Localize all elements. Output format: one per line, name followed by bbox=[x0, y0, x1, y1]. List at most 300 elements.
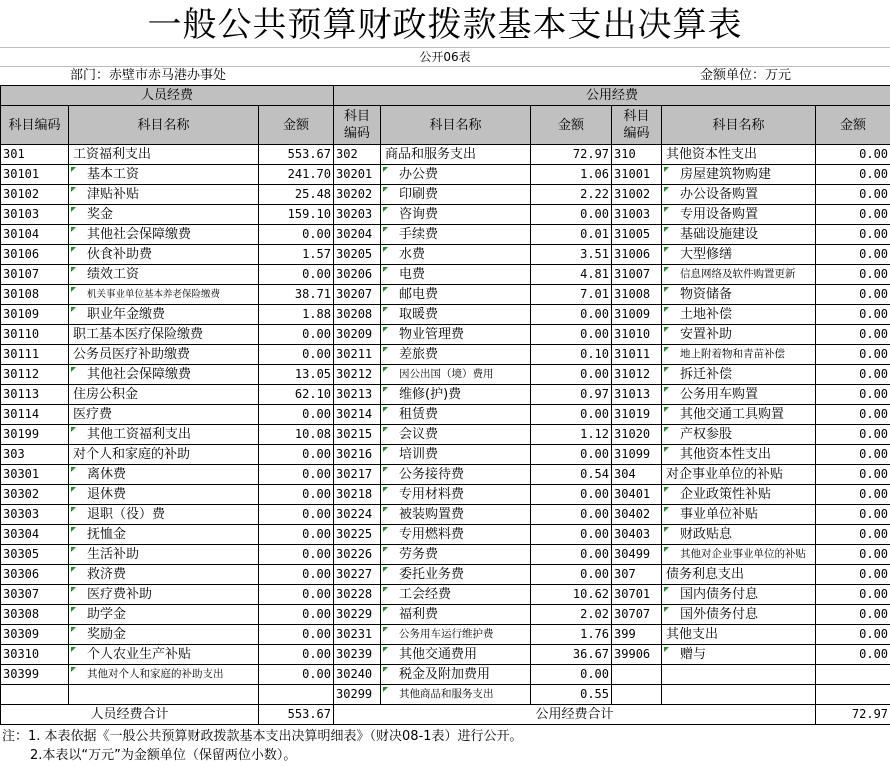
item-name: 其他社会保障缴费 bbox=[69, 225, 259, 245]
group-header-public: 公用经费 bbox=[334, 86, 890, 106]
table-row bbox=[1, 685, 890, 705]
item-name: 国内债务付息 bbox=[662, 585, 816, 605]
table-row bbox=[1, 485, 890, 505]
item-name: 房屋建筑物购建 bbox=[662, 165, 816, 185]
item-code: 30240 bbox=[334, 665, 381, 685]
item-code: 30229 bbox=[334, 605, 381, 625]
item-name: 地上附着物和青苗补偿 bbox=[662, 345, 816, 365]
item-name: 国外债务付息 bbox=[662, 605, 816, 625]
item-code: 30301 bbox=[1, 465, 69, 485]
item-name: 办公费 bbox=[381, 165, 531, 185]
item-code: 30106 bbox=[1, 245, 69, 265]
item-code: 30707 bbox=[612, 605, 662, 625]
item-name: 赠与 bbox=[662, 645, 816, 665]
item-amount: 0.00 bbox=[816, 485, 890, 505]
item-code: 30224 bbox=[334, 505, 381, 525]
item-code: 30104 bbox=[1, 225, 69, 245]
item-amount: 0.00 bbox=[816, 545, 890, 565]
item-code: 30103 bbox=[1, 205, 69, 225]
item-amount: 0.00 bbox=[259, 585, 334, 605]
item-name: 物业管理费 bbox=[381, 325, 531, 345]
item-amount: 0.00 bbox=[816, 645, 890, 665]
item-name: 医疗费补助 bbox=[69, 585, 259, 605]
item-name: 办公设备购置 bbox=[662, 185, 816, 205]
col-header-amount: 金额 bbox=[816, 106, 890, 145]
item-code: 30213 bbox=[334, 385, 381, 405]
item-code: 31001 bbox=[612, 165, 662, 185]
item-code: 30307 bbox=[1, 585, 69, 605]
item-amount: 1.76 bbox=[531, 625, 612, 645]
item-amount: 0.00 bbox=[816, 605, 890, 625]
table-row bbox=[1, 285, 890, 305]
item-amount: 0.00 bbox=[816, 365, 890, 385]
item-code: 31020 bbox=[612, 425, 662, 445]
table-row bbox=[1, 345, 890, 365]
item-amount: 0.00 bbox=[531, 305, 612, 325]
item-amount bbox=[816, 665, 890, 685]
item-amount: 38.71 bbox=[259, 285, 334, 305]
item-code: 399 bbox=[612, 625, 662, 645]
item-code: 30212 bbox=[334, 365, 381, 385]
item-code: 30399 bbox=[1, 665, 69, 685]
item-amount: 0.00 bbox=[816, 145, 890, 165]
item-amount: 0.00 bbox=[259, 565, 334, 585]
item-name: 租赁费 bbox=[381, 405, 531, 425]
item-code: 30112 bbox=[1, 365, 69, 385]
item-amount: 241.70 bbox=[259, 165, 334, 185]
item-name: 专用燃料费 bbox=[381, 525, 531, 545]
item-code: 30308 bbox=[1, 605, 69, 625]
item-amount: 62.10 bbox=[259, 385, 334, 405]
public-total-amount: 72.97 bbox=[816, 705, 890, 725]
item-code: 30209 bbox=[334, 325, 381, 345]
item-name: 公务用车运行维护费 bbox=[381, 625, 531, 645]
item-name: 财政贴息 bbox=[662, 525, 816, 545]
table-row bbox=[1, 565, 890, 585]
item-code: 30107 bbox=[1, 265, 69, 285]
item-amount: 0.00 bbox=[531, 205, 612, 225]
item-code: 307 bbox=[612, 565, 662, 585]
item-name: 基础设施建设 bbox=[662, 225, 816, 245]
item-code: 31099 bbox=[612, 445, 662, 465]
item-code: 30207 bbox=[334, 285, 381, 305]
item-name: 企业政策性补贴 bbox=[662, 485, 816, 505]
item-code: 30113 bbox=[1, 385, 69, 405]
item-amount: 0.00 bbox=[816, 265, 890, 285]
item-amount: 0.00 bbox=[816, 405, 890, 425]
item-code: 30218 bbox=[334, 485, 381, 505]
item-code: 30114 bbox=[1, 405, 69, 425]
item-code: 30216 bbox=[334, 445, 381, 465]
item-code: 31012 bbox=[612, 365, 662, 385]
item-amount: 0.00 bbox=[259, 325, 334, 345]
item-code: 30306 bbox=[1, 565, 69, 585]
item-name: 事业单位补贴 bbox=[662, 505, 816, 525]
item-name: 商品和服务支出 bbox=[381, 145, 531, 165]
item-code: 31006 bbox=[612, 245, 662, 265]
col-header-name: 科目名称 bbox=[381, 106, 531, 145]
item-name: 离休费 bbox=[69, 465, 259, 485]
table-row bbox=[1, 225, 890, 245]
item-amount: 0.00 bbox=[531, 545, 612, 565]
item-name: 安置补助 bbox=[662, 325, 816, 345]
item-code: 31010 bbox=[612, 325, 662, 345]
item-name: 医疗费 bbox=[69, 405, 259, 425]
item-amount: 0.00 bbox=[816, 225, 890, 245]
item-code: 30101 bbox=[1, 165, 69, 185]
item-name: 其他资本性支出 bbox=[662, 145, 816, 165]
item-amount: 0.00 bbox=[259, 605, 334, 625]
table-row bbox=[1, 185, 890, 205]
item-code: 30199 bbox=[1, 425, 69, 445]
item-code: 31011 bbox=[612, 345, 662, 365]
item-name: 工资福利支出 bbox=[69, 145, 259, 165]
item-code: 31005 bbox=[612, 225, 662, 245]
item-name: 公务用车购置 bbox=[662, 385, 816, 405]
item-name: 基本工资 bbox=[69, 165, 259, 185]
item-code: 303 bbox=[1, 445, 69, 465]
item-name: 咨询费 bbox=[381, 205, 531, 225]
item-amount: 553.67 bbox=[259, 145, 334, 165]
item-name: 劳务费 bbox=[381, 545, 531, 565]
note-2: 2.本表以“万元”为金额单位（保留两位小数）。 bbox=[30, 748, 297, 763]
item-amount: 0.00 bbox=[259, 645, 334, 665]
item-amount: 0.00 bbox=[816, 325, 890, 345]
item-amount: 0.00 bbox=[531, 405, 612, 425]
item-name: 公务接待费 bbox=[381, 465, 531, 485]
item-name: 伙食补助费 bbox=[69, 245, 259, 265]
col-header-name: 科目名称 bbox=[69, 106, 259, 145]
item-code: 30403 bbox=[612, 525, 662, 545]
item-name: 退职（役）费 bbox=[69, 505, 259, 525]
item-name: 债务利息支出 bbox=[662, 565, 816, 585]
item-amount: 0.00 bbox=[816, 345, 890, 365]
item-name: 产权参股 bbox=[662, 425, 816, 445]
item-name: 绩效工资 bbox=[69, 265, 259, 285]
item-amount: 4.81 bbox=[531, 265, 612, 285]
item-name: 其他对企业事业单位的补贴 bbox=[662, 545, 816, 565]
item-code: 30402 bbox=[612, 505, 662, 525]
item-code: 30201 bbox=[334, 165, 381, 185]
item-amount: 1.12 bbox=[531, 425, 612, 445]
item-amount: 0.00 bbox=[259, 265, 334, 285]
item-code: 30499 bbox=[612, 545, 662, 565]
item-amount: 2.22 bbox=[531, 185, 612, 205]
item-amount: 0.00 bbox=[816, 425, 890, 445]
item-code: 31019 bbox=[612, 405, 662, 425]
table-number: 公开06表 bbox=[0, 47, 890, 67]
item-code: 30231 bbox=[334, 625, 381, 645]
item-amount: 0.00 bbox=[816, 525, 890, 545]
public-total-label: 公用经费合计 bbox=[334, 705, 816, 725]
item-code bbox=[612, 685, 662, 705]
item-code: 31013 bbox=[612, 385, 662, 405]
item-amount: 0.97 bbox=[531, 385, 612, 405]
item-amount: 72.97 bbox=[531, 145, 612, 165]
item-code: 310 bbox=[612, 145, 662, 165]
table-row bbox=[1, 545, 890, 565]
col-header-name: 科目名称 bbox=[662, 106, 816, 145]
item-amount: 10.08 bbox=[259, 425, 334, 445]
item-name: 其他商品和服务支出 bbox=[381, 685, 531, 705]
item-name: 职工基本医疗保险缴费 bbox=[69, 325, 259, 345]
item-amount: 36.67 bbox=[531, 645, 612, 665]
item-name: 会议费 bbox=[381, 425, 531, 445]
item-amount: 7.01 bbox=[531, 285, 612, 305]
item-name: 津贴补贴 bbox=[69, 185, 259, 205]
item-amount: 0.00 bbox=[816, 165, 890, 185]
item-name: 拆迁补偿 bbox=[662, 365, 816, 385]
item-amount: 0.00 bbox=[531, 525, 612, 545]
item-amount: 0.00 bbox=[816, 205, 890, 225]
col-header-amount: 金额 bbox=[531, 106, 612, 145]
item-code: 31009 bbox=[612, 305, 662, 325]
item-name: 公务员医疗补助缴费 bbox=[69, 345, 259, 365]
table-row bbox=[1, 165, 890, 185]
item-code: 30303 bbox=[1, 505, 69, 525]
item-name: 手续费 bbox=[381, 225, 531, 245]
col-header-code: 科目编码 bbox=[1, 106, 69, 145]
item-name: 福利费 bbox=[381, 605, 531, 625]
item-code: 30208 bbox=[334, 305, 381, 325]
item-code: 30109 bbox=[1, 305, 69, 325]
item-amount: 0.55 bbox=[531, 685, 612, 705]
item-code: 30309 bbox=[1, 625, 69, 645]
table-row bbox=[1, 325, 890, 345]
item-amount: 25.48 bbox=[259, 185, 334, 205]
item-code: 30304 bbox=[1, 525, 69, 545]
item-code: 39906 bbox=[612, 645, 662, 665]
personnel-total-label: 人员经费合计 bbox=[1, 705, 259, 725]
item-amount: 159.10 bbox=[259, 205, 334, 225]
table-row bbox=[1, 305, 890, 325]
item-code: 30225 bbox=[334, 525, 381, 545]
table-row bbox=[1, 525, 890, 545]
item-name: 税金及附加费用 bbox=[381, 665, 531, 685]
item-amount: 0.00 bbox=[259, 625, 334, 645]
item-amount: 0.00 bbox=[259, 225, 334, 245]
item-amount: 2.02 bbox=[531, 605, 612, 625]
expenditure-table bbox=[0, 85, 890, 725]
item-code: 30299 bbox=[334, 685, 381, 705]
item-name: 信息网络及软件购置更新 bbox=[662, 265, 816, 285]
item-amount: 0.00 bbox=[816, 385, 890, 405]
item-amount: 0.00 bbox=[259, 505, 334, 525]
item-name: 被装购置费 bbox=[381, 505, 531, 525]
item-name: 水费 bbox=[381, 245, 531, 265]
item-name: 职业年金缴费 bbox=[69, 305, 259, 325]
item-amount bbox=[259, 685, 334, 705]
item-code: 30302 bbox=[1, 485, 69, 505]
item-code: 30203 bbox=[334, 205, 381, 225]
table-row bbox=[1, 385, 890, 405]
item-amount: 1.06 bbox=[531, 165, 612, 185]
item-name: 大型修缮 bbox=[662, 245, 816, 265]
item-code: 30202 bbox=[334, 185, 381, 205]
item-amount: 0.01 bbox=[531, 225, 612, 245]
item-name: 电费 bbox=[381, 265, 531, 285]
item-amount: 0.00 bbox=[531, 365, 612, 385]
group-header-personnel: 人员经费 bbox=[1, 86, 334, 106]
item-amount: 0.00 bbox=[531, 565, 612, 585]
item-name: 退休费 bbox=[69, 485, 259, 505]
item-name: 生活补助 bbox=[69, 545, 259, 565]
item-name: 专用设备购置 bbox=[662, 205, 816, 225]
table-row bbox=[1, 425, 890, 445]
item-name: 机关事业单位基本养老保险缴费 bbox=[69, 285, 259, 305]
item-code: 30211 bbox=[334, 345, 381, 365]
item-amount: 0.00 bbox=[816, 625, 890, 645]
item-name: 委托业务费 bbox=[381, 565, 531, 585]
item-name: 培训费 bbox=[381, 445, 531, 465]
item-name: 专用材料费 bbox=[381, 485, 531, 505]
unit-label: 金额单位：万元 bbox=[700, 68, 792, 83]
item-amount: 0.00 bbox=[259, 665, 334, 685]
item-amount: 0.00 bbox=[259, 445, 334, 465]
item-code: 31008 bbox=[612, 285, 662, 305]
item-amount: 13.05 bbox=[259, 365, 334, 385]
item-name: 对企事业单位的补贴 bbox=[662, 465, 816, 485]
item-code: 30310 bbox=[1, 645, 69, 665]
table-row bbox=[1, 585, 890, 605]
table-row bbox=[1, 625, 890, 645]
item-code: 30102 bbox=[1, 185, 69, 205]
item-code: 304 bbox=[612, 465, 662, 485]
item-amount: 1.88 bbox=[259, 305, 334, 325]
item-name: 工会经费 bbox=[381, 585, 531, 605]
item-name: 其他工资福利支出 bbox=[69, 425, 259, 445]
item-amount: 0.00 bbox=[816, 185, 890, 205]
department-label: 部门：赤壁市赤马港办事处 bbox=[70, 68, 227, 83]
item-name bbox=[69, 685, 259, 705]
item-amount: 3.51 bbox=[531, 245, 612, 265]
item-amount: 0.00 bbox=[259, 465, 334, 485]
table-row bbox=[1, 645, 890, 665]
item-code: 30226 bbox=[334, 545, 381, 565]
table-row bbox=[1, 665, 890, 685]
item-amount: 0.00 bbox=[816, 245, 890, 265]
item-amount: 0.00 bbox=[531, 505, 612, 525]
item-amount: 0.00 bbox=[816, 285, 890, 305]
item-amount: 0.00 bbox=[816, 465, 890, 485]
table-row bbox=[1, 405, 890, 425]
item-amount: 0.00 bbox=[531, 445, 612, 465]
item-name: 抚恤金 bbox=[69, 525, 259, 545]
item-name: 邮电费 bbox=[381, 285, 531, 305]
table-row bbox=[1, 245, 890, 265]
item-code: 30111 bbox=[1, 345, 69, 365]
item-name: 其他交通费用 bbox=[381, 645, 531, 665]
item-code: 30205 bbox=[334, 245, 381, 265]
page-title: 一般公共预算财政拨款基本支出决算表 bbox=[147, 5, 743, 45]
item-code: 30110 bbox=[1, 325, 69, 345]
table-row bbox=[1, 505, 890, 525]
table-row bbox=[1, 145, 890, 165]
item-name: 差旅费 bbox=[381, 345, 531, 365]
item-code: 30217 bbox=[334, 465, 381, 485]
item-amount: 0.00 bbox=[816, 505, 890, 525]
item-amount: 0.00 bbox=[259, 345, 334, 365]
item-name: 其他支出 bbox=[662, 625, 816, 645]
item-name: 其他对个人和家庭的补助支出 bbox=[69, 665, 259, 685]
item-amount: 0.00 bbox=[259, 545, 334, 565]
totals-row bbox=[1, 705, 890, 725]
item-name: 取暖费 bbox=[381, 305, 531, 325]
item-name: 物资储备 bbox=[662, 285, 816, 305]
item-code: 30401 bbox=[612, 485, 662, 505]
item-code bbox=[1, 685, 69, 705]
item-code: 30239 bbox=[334, 645, 381, 665]
table-row bbox=[1, 265, 890, 285]
item-code: 30206 bbox=[334, 265, 381, 285]
item-amount: 0.00 bbox=[816, 445, 890, 465]
item-code: 302 bbox=[334, 145, 381, 165]
item-code: 301 bbox=[1, 145, 69, 165]
item-code: 30204 bbox=[334, 225, 381, 245]
item-code: 30228 bbox=[334, 585, 381, 605]
table-row bbox=[1, 465, 890, 485]
item-name: 因公出国（境）费用 bbox=[381, 365, 531, 385]
item-amount: 10.62 bbox=[531, 585, 612, 605]
table-row bbox=[1, 365, 890, 385]
item-amount: 0.00 bbox=[816, 565, 890, 585]
item-amount: 0.00 bbox=[531, 665, 612, 685]
item-code: 30108 bbox=[1, 285, 69, 305]
item-code: 30701 bbox=[612, 585, 662, 605]
item-name: 奖励金 bbox=[69, 625, 259, 645]
item-name: 土地补偿 bbox=[662, 305, 816, 325]
table-row bbox=[1, 205, 890, 225]
item-name: 其他社会保障缴费 bbox=[69, 365, 259, 385]
item-code: 30214 bbox=[334, 405, 381, 425]
item-name: 其他资本性支出 bbox=[662, 445, 816, 465]
col-header-code: 科目 编码 bbox=[612, 106, 662, 145]
item-name: 助学金 bbox=[69, 605, 259, 625]
item-name: 住房公积金 bbox=[69, 385, 259, 405]
table-row bbox=[1, 445, 890, 465]
item-name: 救济费 bbox=[69, 565, 259, 585]
item-name: 对个人和家庭的补助 bbox=[69, 445, 259, 465]
col-header-code: 科目 编码 bbox=[334, 106, 381, 145]
item-amount: 0.00 bbox=[531, 325, 612, 345]
item-code: 31003 bbox=[612, 205, 662, 225]
item-amount: 0.00 bbox=[259, 405, 334, 425]
item-name bbox=[662, 665, 816, 685]
item-amount: 1.57 bbox=[259, 245, 334, 265]
item-name bbox=[662, 685, 816, 705]
col-header-amount: 金额 bbox=[259, 106, 334, 145]
item-name: 奖金 bbox=[69, 205, 259, 225]
item-amount: 0.00 bbox=[816, 585, 890, 605]
item-amount: 0.54 bbox=[531, 465, 612, 485]
item-amount: 0.00 bbox=[259, 485, 334, 505]
item-amount: 0.10 bbox=[531, 345, 612, 365]
item-amount: 0.00 bbox=[531, 485, 612, 505]
item-amount: 0.00 bbox=[816, 305, 890, 325]
item-code bbox=[612, 665, 662, 685]
item-amount: 0.00 bbox=[259, 525, 334, 545]
personnel-total-amount: 553.67 bbox=[259, 705, 334, 725]
item-name: 个人农业生产补贴 bbox=[69, 645, 259, 665]
item-code: 30215 bbox=[334, 425, 381, 445]
item-name: 其他交通工具购置 bbox=[662, 405, 816, 425]
item-name: 印刷费 bbox=[381, 185, 531, 205]
item-code: 31007 bbox=[612, 265, 662, 285]
item-name: 维修(护)费 bbox=[381, 385, 531, 405]
item-code: 31002 bbox=[612, 185, 662, 205]
table-row bbox=[1, 605, 890, 625]
note-1: 注：1. 本表依据《一般公共预算财政拨款基本支出决算明细表》（财决08-1表）进行公开。 bbox=[2, 729, 523, 744]
